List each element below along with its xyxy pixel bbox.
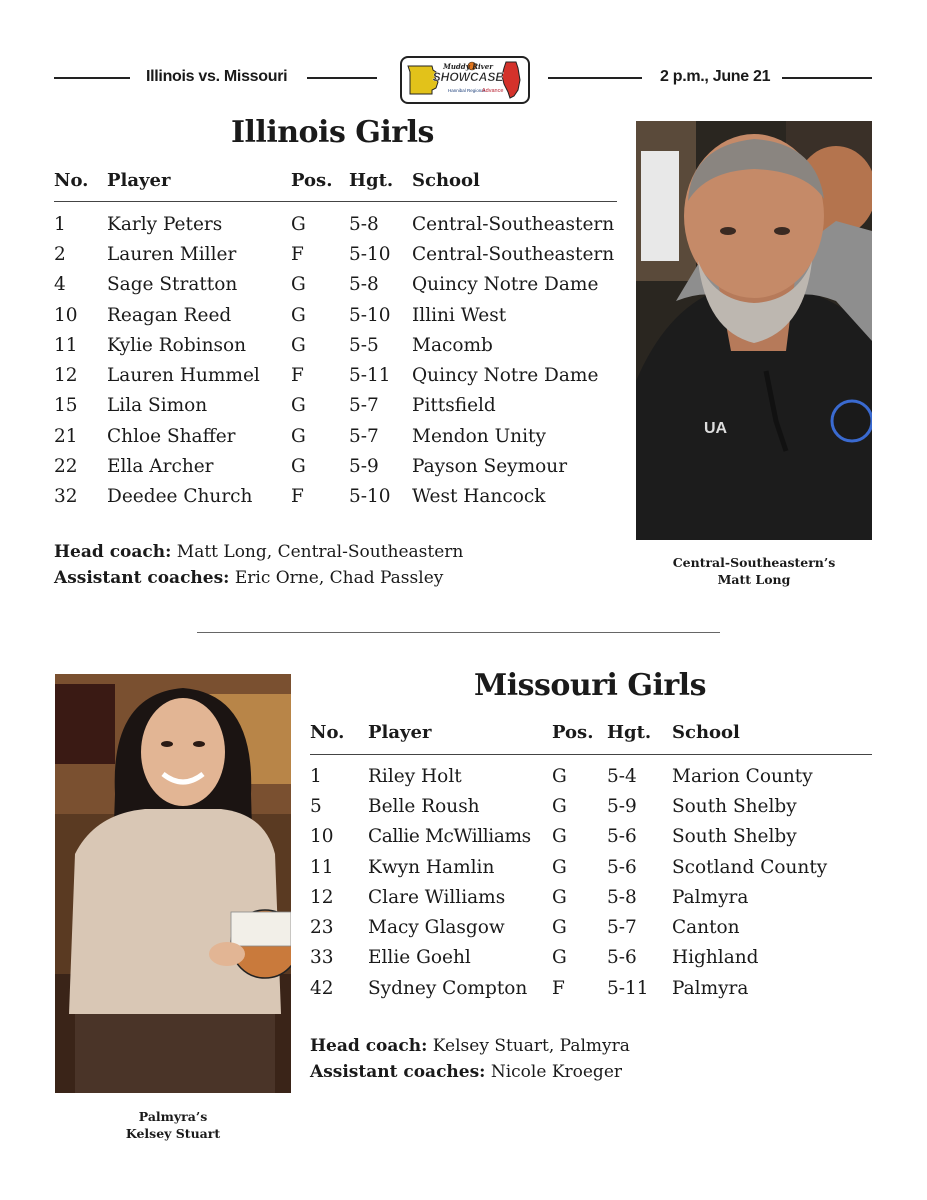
header-rule-left-1 bbox=[54, 77, 130, 79]
col-header-player: Player bbox=[107, 170, 171, 191]
header-rule-right-2 bbox=[782, 77, 872, 79]
matchup-label: Illinois vs. Missouri bbox=[146, 68, 288, 85]
header-rule-left-2 bbox=[307, 77, 377, 79]
section-divider bbox=[197, 632, 720, 633]
missouri-photo-caption: Palmyra’s Kelsey Stuart bbox=[125, 1109, 221, 1141]
missouri-title: Missouri Girls bbox=[474, 668, 706, 703]
col-header-no: No. bbox=[310, 722, 345, 743]
col-header-pos: Pos. bbox=[552, 722, 594, 743]
col-header-pos: Pos. bbox=[291, 170, 333, 191]
illinois-header-rule bbox=[54, 201, 617, 202]
col-header-player: Player bbox=[368, 722, 432, 743]
col-header-school: School bbox=[672, 722, 740, 743]
col-header-hgt: Hgt. bbox=[607, 722, 652, 743]
svg-text:Muddy River: Muddy River bbox=[443, 62, 493, 71]
missouri-header-rule bbox=[310, 754, 872, 755]
coach-photo-matt-long bbox=[636, 121, 872, 540]
col-header-school: School bbox=[412, 170, 480, 191]
svg-text:Advance: Advance bbox=[482, 88, 504, 94]
illinois-assistant-coaches: Assistant coaches: Eric Orne, Chad Passley bbox=[54, 568, 444, 588]
svg-text:SHOWCASE: SHOWCASE bbox=[432, 70, 504, 84]
coach-photo-kelsey-stuart bbox=[55, 674, 291, 1093]
game-time-label: 2 p.m., June 21 bbox=[660, 68, 771, 85]
svg-text:Hannibal Regional: Hannibal Regional bbox=[448, 88, 485, 93]
col-header-no: No. bbox=[54, 170, 89, 191]
col-header-hgt: Hgt. bbox=[349, 170, 394, 191]
header-rule-right-1 bbox=[548, 77, 642, 79]
muddy-river-showcase-logo bbox=[400, 56, 530, 104]
illinois-title: Illinois Girls bbox=[231, 115, 434, 150]
missouri-assistant-coaches: Assistant coaches: Nicole Kroeger bbox=[310, 1062, 623, 1082]
missouri-head-coach: Head coach: Kelsey Stuart, Palmyra bbox=[310, 1036, 630, 1056]
svg-text:UA: UA bbox=[704, 420, 728, 437]
illinois-head-coach: Head coach: Matt Long, Central-Southeastern bbox=[54, 542, 464, 562]
illinois-photo-caption: Central-Southeastern’s Matt Long bbox=[672, 555, 836, 587]
